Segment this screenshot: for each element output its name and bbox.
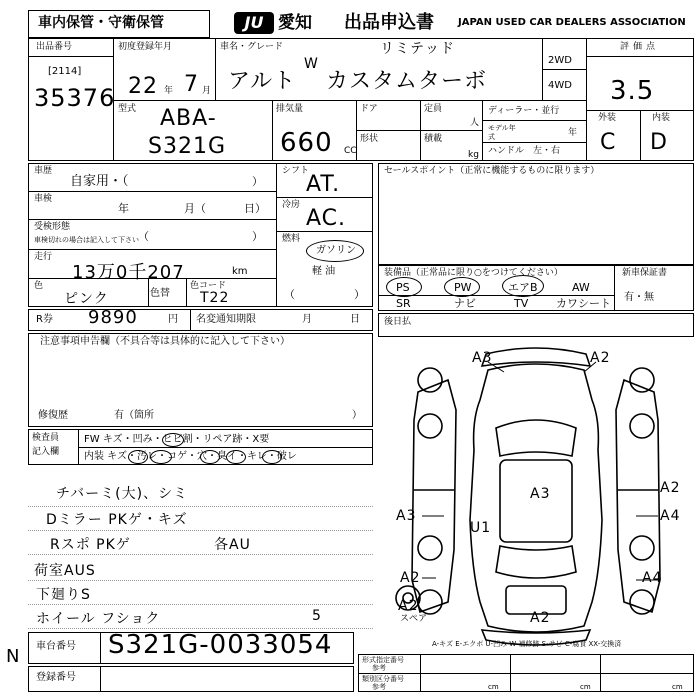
fuel-value: ガソリン: [316, 245, 356, 256]
fuel-circle: [306, 240, 364, 262]
history-value: 自家用・（: [70, 174, 129, 189]
warranty-value: 有・無: [624, 292, 654, 303]
equip-ps: PS: [396, 281, 410, 294]
damage-mark-7: U1: [470, 520, 492, 536]
car-grade: カスタムターボ: [326, 69, 488, 94]
ext-label: 外装: [598, 113, 617, 123]
reg-month: 月: [302, 314, 312, 325]
first-reg-label: 初度登録年月: [118, 42, 173, 52]
drive-2wd: 2WD: [548, 55, 572, 66]
later-box: [378, 313, 694, 337]
damage-mark-10: A2: [398, 598, 419, 614]
damage-mark-8: A2: [400, 570, 421, 586]
notes-label: 注意事項申告欄（不具合等は具体的に記入して下さい）: [40, 336, 290, 347]
later-label: 後日払: [384, 317, 412, 327]
equip-navi: ナビ: [454, 297, 476, 310]
model-year-unit: 年: [568, 128, 578, 138]
class-label: 類別区分番号: [362, 675, 404, 683]
equip-tv: TV: [514, 297, 529, 310]
class-ref: 参考: [372, 683, 386, 691]
note-6: ホイール フショク: [36, 611, 161, 627]
shift-value: AT.: [306, 172, 341, 197]
reg-label: 名変通知期限: [196, 314, 256, 325]
inspector-int-row: 内装 キズ・汚レ・コゲ・穴・臭イ・キレ・破レ: [84, 451, 297, 462]
diagram-legend: A-キズ E-エクボ U-凹み W-補修跡 S-サビ C-腐食 XX-交換済: [432, 640, 622, 648]
shaken-label: 車検: [34, 194, 53, 204]
note-4: 荷室AUS: [34, 563, 96, 579]
association-name: JAPAN USED CAR DEALERS ASSOCIATION: [458, 17, 686, 28]
lot-number: 35376: [34, 84, 116, 112]
ju-logo: JU: [234, 12, 274, 34]
damage-mark-5: A4: [660, 508, 681, 524]
ac-value: AC.: [306, 206, 347, 231]
shaken-month: 月（: [184, 202, 206, 215]
color-value: ピンク: [64, 291, 109, 307]
spare-label: スペア: [400, 614, 428, 624]
name-label: 車名・グレード: [220, 42, 284, 52]
handle-label: ハンドル 左・右: [488, 146, 561, 156]
equip-leather: カワシート: [556, 297, 611, 310]
fuel-label: 燃料: [282, 234, 301, 244]
cm-unit-3: cm: [672, 683, 683, 691]
year-unit: 年: [164, 86, 174, 96]
org-title: 愛知: [278, 13, 312, 33]
form-title: 出品申込書: [344, 12, 434, 33]
ext-grade: C: [600, 130, 617, 155]
model-code: S321G: [148, 134, 227, 159]
receipt-label: 受検形態: [34, 222, 71, 232]
cm-unit-1: cm: [488, 683, 499, 691]
damage-mark-1: A3: [472, 350, 493, 366]
recycle-label: R券: [36, 314, 53, 325]
storage-label: 車内保管・守衛保管: [38, 15, 164, 31]
repair-close: ）: [352, 410, 362, 421]
damage-mark-4: A2: [660, 480, 681, 496]
type-ref: 参考: [372, 664, 386, 672]
inspector-fw-row: FW キズ・凹み・ヒビ割・リペア跡・X要: [84, 434, 270, 445]
first-reg-year: 22: [128, 74, 158, 99]
reg-day: 日: [350, 314, 360, 325]
color-change-label: 色替: [150, 288, 170, 299]
km-unit: km: [232, 266, 248, 277]
cm-unit-2: cm: [580, 683, 591, 691]
chassis-label: 車台番号: [36, 641, 76, 652]
person-unit: 人: [470, 118, 480, 128]
equipment-label: 装備品（正常品に限り○をつけてください）: [384, 268, 563, 278]
type-label: 形式指定番号: [362, 656, 404, 664]
shaken-year: 年: [118, 202, 129, 215]
sales-label: セールスポイント（正常に機能するものに限ります）: [384, 166, 600, 176]
door-label: ドア: [360, 104, 378, 114]
lot-label: 出品番号: [36, 42, 73, 52]
mileage-value: 13万0千207: [72, 262, 185, 283]
cc-unit: CC: [344, 146, 357, 156]
history-close: ）: [252, 175, 263, 188]
reg-number-label: 登録番号: [36, 672, 76, 683]
equip-airbag: エアB: [508, 281, 538, 294]
mileage-label: 走行: [34, 252, 53, 262]
fuel-paren-close: ）: [354, 288, 365, 301]
sales-box: [378, 163, 694, 265]
ps-circle: [386, 277, 422, 297]
receipt-close: ）: [252, 230, 263, 243]
note-3-suffix: 各AU: [214, 537, 251, 553]
note-5: 下廻りS: [36, 587, 91, 603]
first-reg-month: 7: [184, 72, 199, 97]
damage-mark-11: A2: [530, 610, 551, 626]
damage-mark-3: A3: [530, 486, 551, 502]
fuel-paren-open: （: [284, 288, 295, 301]
model-year-label: モデル年式: [488, 124, 516, 141]
inspector-label-1: 検査員: [32, 433, 60, 443]
note-wheel-count: 5: [312, 608, 322, 624]
month-unit: 月: [202, 86, 212, 96]
equip-pw: PW: [454, 281, 472, 294]
airbag-circle: [502, 275, 544, 297]
score-value: 3.5: [610, 76, 655, 106]
model-label: 型式: [118, 104, 137, 114]
repair-value: 有（箇所: [114, 410, 154, 421]
int-grade: D: [650, 130, 668, 155]
repair-label: 修復歴: [38, 410, 68, 421]
equip-sr: SR: [396, 297, 411, 310]
note-2: Dミラー PKゲ・キズ: [46, 512, 188, 528]
shaken-day: 日）: [244, 202, 266, 215]
shape-label: 形状: [360, 134, 379, 144]
margin-mark: N: [6, 646, 21, 667]
receipt-open: （: [138, 230, 149, 243]
yen-unit: 円: [168, 314, 178, 325]
note-1: チバーミ(大)、シミ: [56, 486, 189, 502]
warranty-label: 新車保証書: [622, 268, 668, 278]
color-code-value: T22: [200, 290, 230, 306]
load-label: 積載: [424, 134, 443, 144]
disp-label: 排気量: [276, 104, 304, 114]
inspector-label-2: 記入欄: [32, 447, 60, 457]
drive-4wd: 4WD: [548, 80, 572, 91]
receipt-note: 車検切れの場合は記入して下さい: [34, 236, 139, 244]
shift-label: シフト: [282, 166, 310, 176]
registration-box: [28, 666, 354, 692]
chassis-value: S321G-0033054: [108, 630, 333, 660]
capacity-label: 定員: [424, 104, 443, 114]
int-label: 内装: [652, 113, 671, 123]
damage-mark-6: A3: [396, 508, 417, 524]
dealer-label: ディーラー・並行: [488, 106, 560, 116]
model-prefix: ABA-: [160, 106, 217, 131]
color-code-label: 色コード: [190, 281, 227, 291]
ac-label: 冷房: [282, 200, 301, 210]
equip-aw: AW: [572, 281, 590, 294]
damage-mark-2: A2: [590, 350, 611, 366]
history-label: 車歴: [34, 166, 53, 176]
recycle-amount: 9890: [88, 307, 138, 328]
car-name: アルト: [228, 69, 297, 94]
note-3: Rスポ PKゲ: [50, 537, 131, 553]
score-label: 評価点: [620, 42, 660, 52]
pw-circle: [444, 277, 480, 297]
damage-mark-9: A4: [642, 570, 663, 586]
lot-small: [2114]: [48, 66, 82, 77]
car-name-over: リミテッド: [380, 41, 455, 57]
kg-unit: kg: [468, 150, 479, 160]
color-label: 色: [34, 281, 44, 291]
displacement: 660: [280, 128, 333, 158]
fuel-diesel: 軽 油: [312, 266, 336, 277]
car-name-sup: W: [304, 56, 319, 72]
